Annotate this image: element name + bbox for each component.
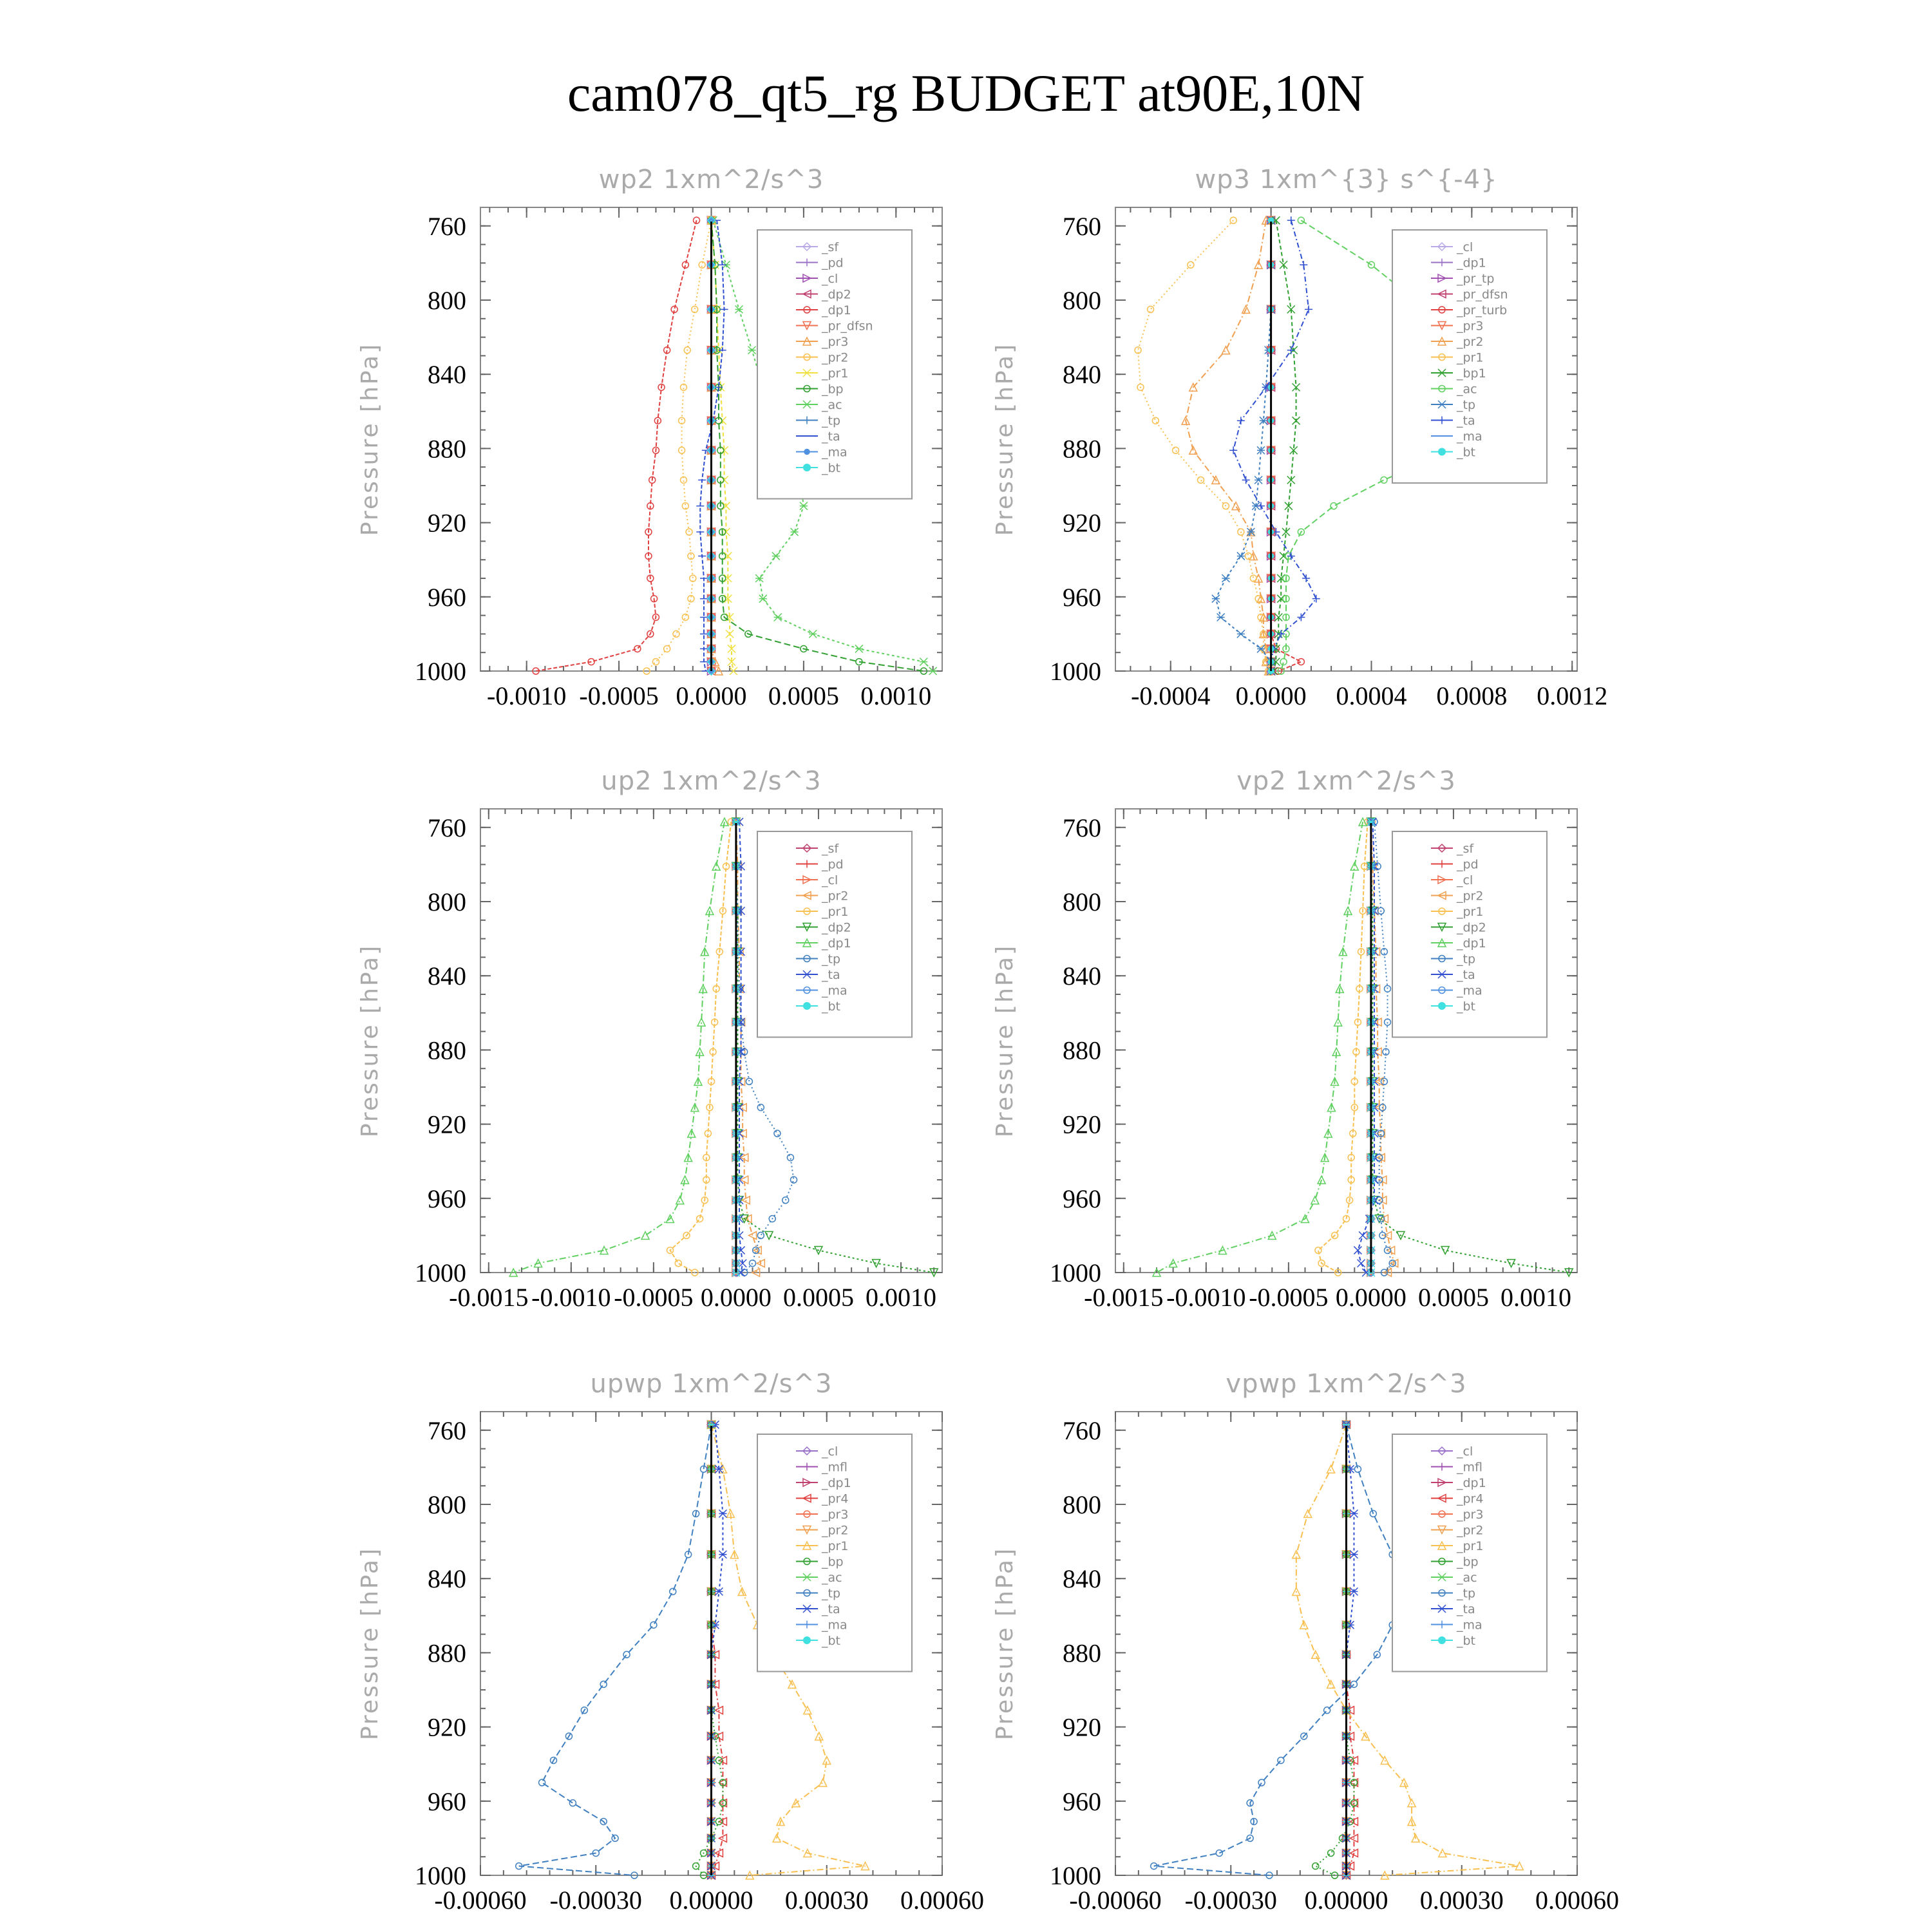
series-dp1 xyxy=(1153,818,1367,1276)
y-tick-label: 840 xyxy=(1063,1564,1101,1594)
y-tick-label: 920 xyxy=(428,508,466,538)
data-point xyxy=(690,575,696,582)
figure-title: cam078_qt5_rg BUDGET at90E,10N xyxy=(567,64,1365,122)
legend-label: _ta xyxy=(1457,968,1475,982)
data-point xyxy=(1324,1707,1331,1714)
data-point xyxy=(1173,447,1179,453)
legend-label: _tp xyxy=(822,952,841,967)
data-point xyxy=(774,613,782,621)
legend-label: _sf xyxy=(822,842,839,856)
data-point xyxy=(1350,1681,1357,1687)
legend-label: _cl xyxy=(1457,1444,1473,1459)
y-tick-label: 880 xyxy=(1063,434,1101,464)
legend-label: _ta xyxy=(1457,1602,1475,1616)
x-tick-label: -0.00030 xyxy=(1184,1886,1277,1915)
series-dp1 xyxy=(533,217,700,674)
legend-label: _pr1 xyxy=(1457,905,1484,919)
data-point xyxy=(774,1130,781,1137)
data-point xyxy=(1237,630,1245,638)
legend-label: _pr3 xyxy=(822,1508,849,1522)
legend-label: _dp2 xyxy=(822,287,851,302)
x-tick-label: 0.0000 xyxy=(676,681,747,710)
legend-label: _pr2 xyxy=(1457,1523,1484,1538)
y-axis-label: Pressure [hPa] xyxy=(992,342,1018,536)
series-line xyxy=(1216,220,1271,671)
legend-label: _pr_tp xyxy=(1457,272,1495,286)
panels xyxy=(357,165,1619,1915)
legend-label: _ta xyxy=(822,1602,840,1616)
data-point xyxy=(1305,305,1312,313)
legend-label: _pr3 xyxy=(1457,319,1484,334)
data-point xyxy=(1222,574,1229,582)
series-tp xyxy=(1151,1421,1399,1879)
data-point xyxy=(1385,985,1391,992)
legend-label: _tp xyxy=(1457,398,1476,412)
series-line xyxy=(1316,1425,1354,1875)
y-axis-label: Pressure [hPa] xyxy=(992,1546,1018,1741)
x-tick-label: -0.0005 xyxy=(579,681,659,710)
legend-label: _tp xyxy=(1457,952,1476,967)
x-tick-label: 0.0012 xyxy=(1537,681,1608,710)
panel-6 xyxy=(992,1369,1619,1915)
legend-label: _bp xyxy=(822,1555,844,1569)
series-line xyxy=(536,220,697,671)
x-tick-label: 0.00060 xyxy=(900,1886,984,1915)
data-point xyxy=(1148,306,1154,312)
y-tick-label: 960 xyxy=(1063,1184,1101,1213)
data-point xyxy=(757,1232,764,1238)
legend-label: _dp2 xyxy=(822,920,851,935)
series-pr4 xyxy=(708,1421,727,1879)
legend-label: _dp1 xyxy=(822,936,851,951)
x-tick-label: -0.00060 xyxy=(1069,1886,1162,1915)
series-tp xyxy=(516,1421,715,1879)
series-dp1 xyxy=(509,818,728,1276)
legend-label: _ac xyxy=(1457,1571,1477,1585)
data-point xyxy=(765,1231,773,1239)
data-point xyxy=(1304,1510,1312,1517)
legend-label: _bt xyxy=(822,461,841,475)
legend-label: _pr2 xyxy=(1457,335,1484,349)
data-point xyxy=(1298,659,1304,665)
legend-label: _tp xyxy=(822,413,841,428)
x-tick-label: 0.0000 xyxy=(1335,1283,1406,1312)
legend-label: _ma xyxy=(822,445,848,460)
legend-label: _sf xyxy=(822,240,839,254)
data-point xyxy=(1331,503,1337,509)
series-line xyxy=(712,220,719,671)
data-point xyxy=(1152,417,1159,424)
series-ta xyxy=(708,1421,727,1879)
legend-label: _ta xyxy=(822,430,840,444)
x-tick-label: 0.00030 xyxy=(784,1886,869,1915)
legend-label: _pr1 xyxy=(822,1539,849,1553)
data-point xyxy=(673,630,679,637)
data-point xyxy=(855,645,863,652)
data-point xyxy=(1328,1850,1334,1856)
x-tick-label: 0.0005 xyxy=(782,1283,854,1312)
legend-label: _pd xyxy=(822,256,844,270)
series-ta xyxy=(1343,1421,1358,1879)
data-point xyxy=(800,502,808,510)
data-point xyxy=(652,659,659,665)
legend-label: _sf xyxy=(1457,842,1474,856)
y-axis-label: Pressure [hPa] xyxy=(992,943,1018,1138)
legend-label: _pd xyxy=(1457,857,1479,872)
data-point xyxy=(670,1588,676,1595)
series-pr4 xyxy=(1343,1421,1358,1879)
y-tick-label: 960 xyxy=(428,1184,466,1213)
data-point xyxy=(1293,417,1300,424)
legend-label: _tp xyxy=(822,1586,841,1601)
data-point xyxy=(682,614,688,620)
y-tick-label: 1000 xyxy=(1050,1258,1101,1287)
y-tick-label: 800 xyxy=(1063,1490,1101,1519)
data-point xyxy=(750,1260,756,1267)
data-point xyxy=(1312,595,1320,603)
data-point xyxy=(1287,346,1295,354)
series-tp xyxy=(1212,216,1275,675)
data-point xyxy=(650,1622,657,1628)
legend-label: _cl xyxy=(822,1444,838,1459)
panel-title: vpwp 1xm^2/s^3 xyxy=(1226,1369,1467,1399)
legend-marker xyxy=(803,1636,811,1644)
series-line xyxy=(1233,220,1316,671)
y-tick-label: 1000 xyxy=(415,1861,466,1890)
data-point xyxy=(1327,1465,1335,1473)
x-tick-label: 0.0008 xyxy=(1436,681,1508,710)
y-tick-label: 1000 xyxy=(1050,1861,1101,1890)
data-point xyxy=(1222,346,1229,354)
legend-label: _dp1 xyxy=(1457,256,1486,270)
data-point xyxy=(569,1800,576,1806)
y-tick-label: 760 xyxy=(428,1416,466,1445)
legend-label: _pr1 xyxy=(822,905,849,919)
series-line xyxy=(513,822,724,1273)
legend-label: _ma xyxy=(1457,1618,1482,1633)
data-point xyxy=(1312,1863,1319,1870)
legend-label: _cl xyxy=(1457,240,1473,254)
y-tick-label: 1000 xyxy=(415,657,466,686)
x-tick-label: -0.00060 xyxy=(434,1886,527,1915)
legend-label: _ma xyxy=(1457,430,1482,444)
y-tick-label: 920 xyxy=(428,1110,466,1139)
legend-label: _dp1 xyxy=(822,303,851,317)
series-line xyxy=(1273,220,1296,671)
y-tick-label: 800 xyxy=(428,887,466,916)
legend-label: _ta xyxy=(1457,413,1475,428)
legend-label: _pr2 xyxy=(822,1523,849,1538)
data-point xyxy=(1278,1757,1284,1763)
legend-label: _pr4 xyxy=(1457,1492,1484,1506)
y-tick-label: 960 xyxy=(428,582,466,612)
y-tick-label: 840 xyxy=(428,961,466,991)
series-line xyxy=(1154,1425,1396,1875)
legend-label: _bp xyxy=(1457,1555,1479,1569)
legend-label: _tp xyxy=(1457,1586,1476,1601)
data-point xyxy=(1216,1850,1222,1856)
data-point xyxy=(1212,595,1220,603)
legend-label: _dp1 xyxy=(822,1476,851,1490)
data-point xyxy=(1232,502,1240,510)
y-tick-label: 760 xyxy=(428,211,466,241)
data-point xyxy=(600,1681,607,1687)
series-bp xyxy=(1312,1421,1358,1879)
legend-label: _pr_dfsn xyxy=(1457,287,1508,302)
data-point xyxy=(1302,574,1310,582)
y-tick-label: 880 xyxy=(428,1036,466,1065)
data-point xyxy=(1359,1231,1367,1239)
x-tick-label: -0.0004 xyxy=(1131,681,1211,710)
data-point xyxy=(1311,1197,1319,1204)
data-point xyxy=(675,1260,681,1267)
data-point xyxy=(1237,417,1245,424)
y-tick-label: 840 xyxy=(428,1564,466,1594)
y-tick-label: 880 xyxy=(428,434,466,464)
x-tick-label: 0.00030 xyxy=(1419,1886,1504,1915)
data-point xyxy=(735,305,743,313)
legend-label: _mfl xyxy=(822,1460,848,1475)
data-point xyxy=(746,1078,752,1084)
data-point xyxy=(1354,1246,1361,1254)
data-point xyxy=(719,1510,726,1517)
data-point xyxy=(719,1551,726,1558)
y-tick-label: 880 xyxy=(1063,1638,1101,1668)
series-line xyxy=(1157,822,1363,1273)
x-tick-label: 0.0004 xyxy=(1336,681,1407,710)
series-ta xyxy=(1354,818,1378,1276)
legend-label: _ac xyxy=(822,398,842,412)
data-point xyxy=(1197,477,1204,483)
series-line xyxy=(712,1425,723,1875)
series-line xyxy=(1318,822,1368,1273)
legend-label: _ma xyxy=(822,1618,848,1633)
y-tick-label: 760 xyxy=(1063,813,1101,842)
legend-marker xyxy=(1438,1636,1446,1644)
data-point xyxy=(791,528,799,536)
panel-title: upwp 1xm^2/s^3 xyxy=(590,1369,833,1399)
legend-label: _pr1 xyxy=(1457,350,1484,365)
legend-label: _dp1 xyxy=(1457,1476,1486,1490)
series-line xyxy=(1186,220,1269,671)
data-point xyxy=(1300,261,1307,269)
series-line xyxy=(519,1425,712,1875)
x-tick-label: 0.00060 xyxy=(1535,1886,1619,1915)
x-tick-label: -0.0015 xyxy=(1084,1283,1164,1312)
legend-label: _ma xyxy=(822,983,848,998)
legend-label: _pd xyxy=(822,857,844,872)
y-tick-label: 920 xyxy=(1063,508,1101,538)
data-point xyxy=(1350,1587,1358,1595)
x-tick-label: -0.0005 xyxy=(1249,1283,1329,1312)
panel-2 xyxy=(992,165,1607,710)
x-tick-label: 0.0000 xyxy=(700,1283,772,1312)
legend-label: _pr1 xyxy=(1457,1539,1484,1553)
series-line xyxy=(1347,1425,1354,1875)
legend-label: _ac xyxy=(1457,382,1477,397)
x-tick-label: -0.0010 xyxy=(1166,1283,1246,1312)
y-tick-label: 840 xyxy=(1063,360,1101,390)
legend-label: _pr2 xyxy=(822,889,849,904)
x-tick-label: 0.00000 xyxy=(1304,1886,1388,1915)
legend-label: _mfl xyxy=(1457,1460,1482,1475)
data-point xyxy=(1350,1551,1358,1558)
legend-label: _pr_turb xyxy=(1457,303,1508,317)
legend-label: _bp1 xyxy=(1457,366,1486,381)
legend-marker xyxy=(804,450,810,455)
data-point xyxy=(1400,1779,1408,1786)
data-point xyxy=(623,1651,630,1658)
data-point xyxy=(1408,1799,1416,1807)
panel-1 xyxy=(357,165,942,710)
legend-label: _ta xyxy=(822,968,840,982)
panel-title: vp2 1xm^2/s^3 xyxy=(1236,766,1456,796)
y-tick-label: 1000 xyxy=(1050,657,1101,686)
y-tick-label: 800 xyxy=(1063,286,1101,315)
series-pr1 xyxy=(1315,819,1371,1276)
data-point xyxy=(1381,1078,1387,1084)
data-point xyxy=(1258,1779,1265,1786)
data-point xyxy=(1358,1260,1365,1267)
legend-label: _pr1 xyxy=(822,366,849,381)
series-line xyxy=(670,822,731,1273)
legend-label: _pr4 xyxy=(822,1492,849,1506)
x-tick-label: 0.0005 xyxy=(768,681,839,710)
legend-marker xyxy=(803,1002,811,1010)
legend-label: _ac xyxy=(822,1571,842,1585)
legend-marker xyxy=(1438,1002,1446,1010)
series-line xyxy=(1138,220,1269,671)
legend-label: _cl xyxy=(1457,873,1473,887)
x-tick-label: 0.0005 xyxy=(1417,1283,1489,1312)
y-axis-label: Pressure [hPa] xyxy=(357,1546,383,1741)
y-tick-label: 920 xyxy=(428,1712,466,1742)
data-point xyxy=(757,1104,764,1111)
y-tick-label: 880 xyxy=(428,1638,466,1668)
x-tick-label: 0.0010 xyxy=(865,1283,936,1312)
data-point xyxy=(1287,216,1295,224)
data-point xyxy=(815,1732,823,1740)
data-point xyxy=(726,630,734,638)
legend-label: _pr2 xyxy=(822,350,849,365)
data-point xyxy=(1229,446,1237,454)
x-tick-label: -0.0015 xyxy=(449,1283,529,1312)
series-line xyxy=(712,220,734,671)
legend-label: _pr_dfsn xyxy=(822,319,873,334)
legend-label: _bp xyxy=(822,382,844,397)
data-point xyxy=(1255,596,1262,602)
y-tick-label: 960 xyxy=(1063,1786,1101,1816)
legend-label: _ma xyxy=(1457,983,1482,998)
legend-label: _dp2 xyxy=(1457,920,1486,935)
legend-label: _pr3 xyxy=(1457,1508,1484,1522)
data-point xyxy=(1242,476,1250,484)
series-pr1 xyxy=(1135,217,1272,674)
data-point xyxy=(1312,1651,1320,1658)
panel-4 xyxy=(992,766,1577,1312)
data-point xyxy=(1188,261,1194,268)
data-point xyxy=(539,1779,545,1786)
data-point xyxy=(686,529,692,535)
legend-label: _bt xyxy=(822,1634,841,1648)
y-axis-label: Pressure [hPa] xyxy=(357,342,383,536)
y-tick-label: 960 xyxy=(428,1786,466,1816)
data-point xyxy=(1237,552,1245,560)
series-line xyxy=(1271,220,1302,671)
legend-label: _bt xyxy=(822,999,841,1014)
panel-title: up2 1xm^2/s^3 xyxy=(601,766,822,796)
panel-5 xyxy=(357,1369,984,1915)
y-tick-label: 800 xyxy=(428,286,466,315)
x-tick-label: 0.00000 xyxy=(669,1886,753,1915)
y-tick-label: 760 xyxy=(1063,1416,1101,1445)
y-tick-label: 800 xyxy=(428,1490,466,1519)
legend-label: _pr2 xyxy=(1457,889,1484,904)
series-pr2 xyxy=(1182,216,1273,675)
data-point xyxy=(748,346,756,354)
x-tick-label: -0.0005 xyxy=(614,1283,694,1312)
y-tick-label: 840 xyxy=(1063,961,1101,991)
y-tick-label: 920 xyxy=(1063,1110,1101,1139)
legend-label: _bt xyxy=(1457,445,1476,460)
legend-label: _dp1 xyxy=(1457,936,1486,951)
x-tick-label: 0.0010 xyxy=(1500,1283,1571,1312)
series-ta xyxy=(1229,216,1320,675)
series-bp1 xyxy=(1269,216,1300,675)
data-point xyxy=(1385,1019,1391,1025)
panel-title: wp3 1xm^{3} s^{-4} xyxy=(1195,165,1498,194)
y-tick-label: 880 xyxy=(1063,1036,1101,1065)
x-tick-label: -0.0010 xyxy=(487,681,567,710)
panel-title: wp2 1xm^2/s^3 xyxy=(598,165,824,194)
data-point xyxy=(641,1231,649,1239)
panel-3 xyxy=(357,766,942,1312)
y-axis-label: Pressure [hPa] xyxy=(357,943,383,1138)
legend-label: _bt xyxy=(1457,1634,1476,1648)
legend-label: _pr3 xyxy=(822,335,849,349)
data-point xyxy=(1350,1510,1358,1517)
legend-label: _cl xyxy=(822,873,838,887)
legend-label: _bt xyxy=(1457,999,1476,1014)
y-tick-label: 760 xyxy=(428,813,466,842)
series-bp xyxy=(693,1421,726,1879)
y-tick-label: 800 xyxy=(1063,887,1101,916)
legend-marker xyxy=(1438,448,1446,456)
y-tick-label: 760 xyxy=(1063,211,1101,241)
data-point xyxy=(920,658,927,666)
x-tick-label: 0.0010 xyxy=(860,681,932,710)
data-point xyxy=(1381,477,1387,483)
y-tick-label: 840 xyxy=(428,360,466,390)
series-line xyxy=(1347,1425,1354,1875)
data-point xyxy=(787,1154,793,1160)
data-point xyxy=(772,552,780,560)
y-tick-label: 960 xyxy=(1063,582,1101,612)
y-tick-label: 1000 xyxy=(415,1258,466,1287)
x-tick-label: 0.0000 xyxy=(1235,681,1307,710)
legend-label: _cl xyxy=(822,272,838,286)
data-point xyxy=(809,630,817,638)
data-point xyxy=(1217,613,1225,621)
legend-marker xyxy=(803,464,811,471)
y-tick-label: 920 xyxy=(1063,1712,1101,1742)
x-tick-label: -0.0010 xyxy=(531,1283,611,1312)
x-tick-label: -0.00030 xyxy=(549,1886,642,1915)
